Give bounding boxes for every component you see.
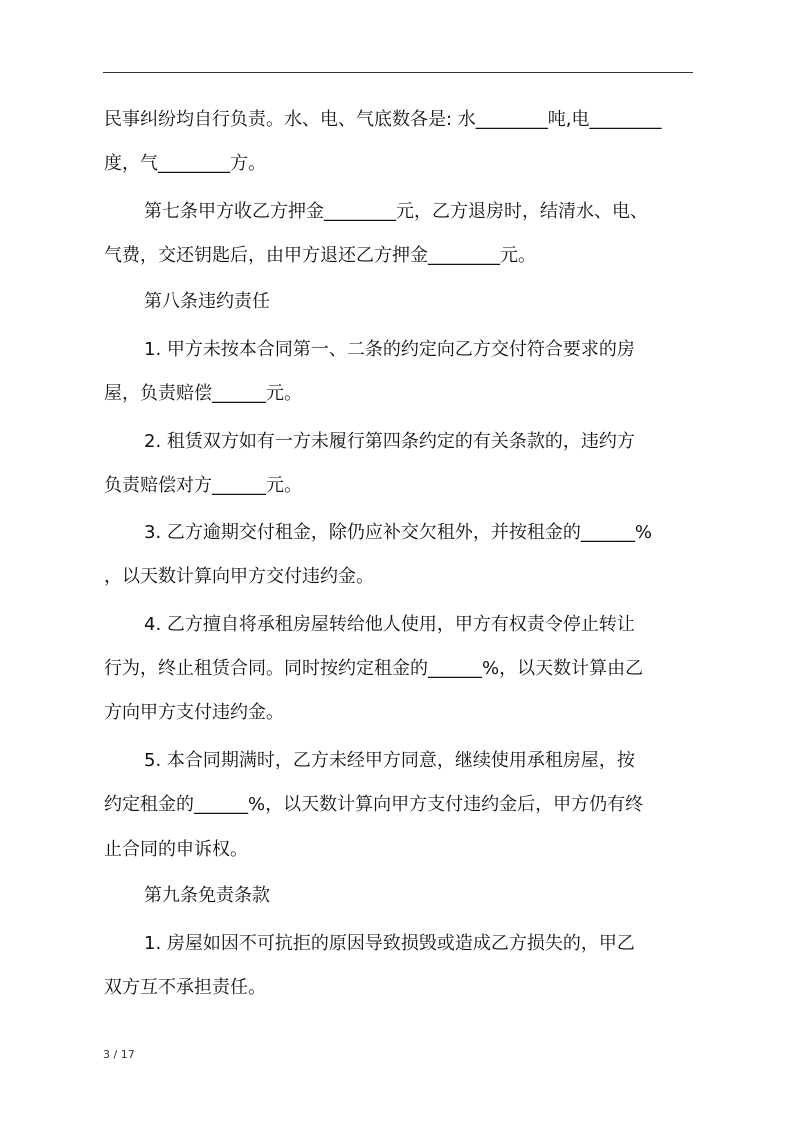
text-line: 行为，终止租赁合同。同时按约定租金的______%，以天数计算由乙 [104,658,644,679]
page-number: 3 / 17 [103,1048,135,1061]
text-line: 止合同的申诉权。 [104,839,248,860]
text-line: 屋，负责赔偿______元。 [104,383,302,404]
section-heading: 第八条违约责任 [144,291,270,312]
text-line: 1. 甲方未按本合同第一、二条的约定向乙方交付符合要求的房 [144,339,635,360]
text-line: 约定租金的______%，以天数计算向甲方支付违约金后，甲方仍有终 [104,794,644,815]
text-line: 方向甲方支付违约金。 [104,702,284,723]
text-line: 负责赔偿对方______元。 [104,475,302,496]
text-line: 3. 乙方逾期交付租金，除仍应补交欠租外，并按租金的______% [144,522,652,543]
text-line: 1. 房屋如因不可抗拒的原因导致损毁或造成乙方损失的，甲乙 [144,933,635,954]
text-line: 第七条甲方收乙方押金________元，乙方退房时，结清水、电、 [144,201,648,222]
text-line: 度，气________方。 [104,153,266,174]
text-line: 5. 本合同期满时，乙方未经甲方同意，继续使用承租房屋，按 [144,750,635,771]
text-line: 双方互不承担责任。 [104,977,266,998]
text-line: 民事纠纷均自行负责。水、电、气底数各是: 水________吨,电________ [104,109,662,130]
text-line: ，以天数计算向甲方交付违约金。 [104,566,374,587]
section-heading: 第九条免责条款 [144,885,270,906]
text-line: 气费，交还钥匙后，由甲方退还乙方押金________元。 [104,245,536,266]
text-line: 4. 乙方擅自将承租房屋转给他人使用，甲方有权责令停止转让 [144,614,635,635]
header-rule [103,72,693,73]
text-line: 2. 租赁双方如有一方未履行第四条约定的有关条款的，违约方 [144,431,635,452]
